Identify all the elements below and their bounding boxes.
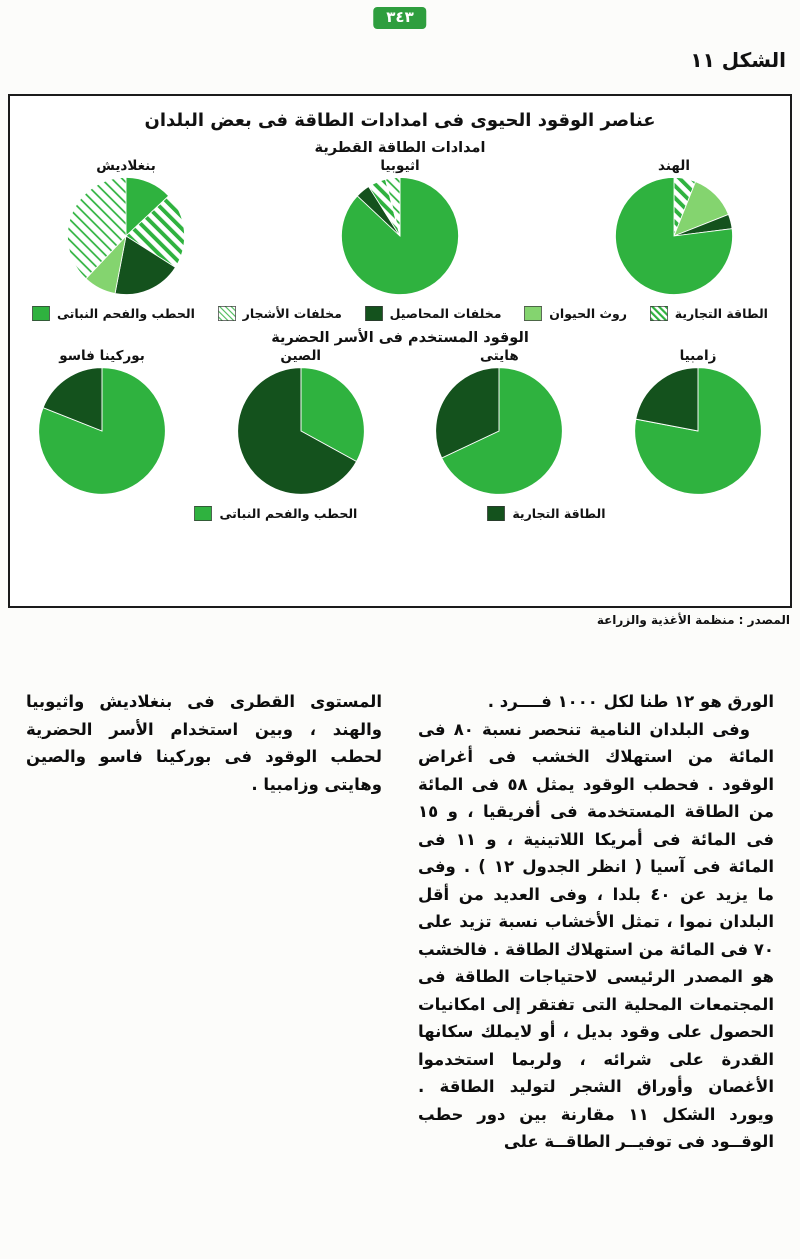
bottom-legend xyxy=(10,506,790,521)
legend-swatch xyxy=(32,306,50,321)
legend-swatch xyxy=(524,306,542,321)
page-number-badge: ٣٤٣ xyxy=(373,7,426,29)
pie-chart-zambia xyxy=(632,348,764,497)
legend-label: الحطب والفحم النباتى xyxy=(57,306,195,321)
pie-chart-burkina-faso xyxy=(36,348,168,497)
pie-country-label: بوركينا فاسو xyxy=(59,348,145,364)
pie-chart-india xyxy=(613,158,735,297)
body-text xyxy=(26,688,774,1255)
legend-item xyxy=(365,306,502,321)
legend-item xyxy=(524,306,627,321)
legend-swatch xyxy=(194,506,212,521)
legend-swatch xyxy=(487,506,505,521)
legend-item xyxy=(194,506,357,521)
top-section-title: امدادات الطاقة القطرية xyxy=(314,140,486,156)
figure-title: عناصر الوقود الحيوى فى امدادات الطاقة فى بعض البلدان xyxy=(144,110,656,131)
paragraph: المستوى القطرى فى بنغلاديش واثيوبيا والهند ، وبين استخدام الأسر الحضرية لحطب الوقود فى بوركينا فاسو والصين وهايتى وزامبيا . xyxy=(26,692,382,794)
paragraph: وفى البلدان النامية تنحصر نسبة ٨٠ فى المائة من استهلاك الخشب فى أغراض الوقود . فحطب الوقود يمثل ٥٨ فى المائة من الطاقة المستخدمة فى أفريقيا ، و ١٥ فى المائة فى أمريكا اللاتينية ، و ١١ فى المائة فى آسيا ( انظر الجدول ١٢ ) . وفى ما يزيد عن ٤٠ بلدا ، وفى العديد من أقل البلدان نموا ، تمثل الأخشاب نسبة تزيد على ٧٠ فى المائة من استهلاك الطاقة . فالخشب هو المصدر الرئيسى لاحتياجات الطاقة فى المجتمعات المحلية التى تفتقر إلى امكانيات الحصول على وقود بديل ، أو لايملك سكانها القدرة على شرائه ، ولربما استخدموا الأغصان وأوراق الشجر لتوليد الطاقة . ويورد الشكل ١١ مقارنة بين دور حطب الوقــود فى توفيــر الطاقــة على xyxy=(418,719,775,1151)
pie-chart-ethiopia xyxy=(339,158,461,297)
pie-svg xyxy=(65,175,187,297)
pie-chart-haiti xyxy=(433,348,565,497)
source-note: المصدر : منظمة الأغذية والزراعة xyxy=(596,613,790,627)
legend-label: مخلفات المحاصيل xyxy=(389,306,502,321)
legend-label: الحطب والفحم النباتى xyxy=(219,506,358,521)
pie-svg xyxy=(632,365,764,497)
pie-country-label: زامبيا xyxy=(679,348,717,364)
urban-fuel-pie-row xyxy=(10,346,790,497)
body-column-right xyxy=(418,688,774,1255)
legend-label: مخلفات الأشجار xyxy=(242,306,342,321)
pie-svg xyxy=(339,175,461,297)
legend-label: الطاقة التجارية xyxy=(674,306,768,321)
pie-svg xyxy=(235,365,367,497)
pie-chart-china xyxy=(235,348,367,497)
pie-svg xyxy=(613,175,735,297)
pie-country-label: بنغلاديش xyxy=(96,158,156,174)
legend-swatch xyxy=(365,306,383,321)
legend-swatch xyxy=(650,306,668,321)
legend-item xyxy=(32,306,195,321)
pie-chart-bangladesh xyxy=(65,158,187,297)
legend-label: الطاقة التجارية xyxy=(512,506,606,521)
legend-label: روث الحيوان xyxy=(549,306,627,321)
figure-box xyxy=(8,94,792,608)
pie-country-label: الصين xyxy=(280,348,322,364)
legend-item xyxy=(218,306,342,321)
pie-svg xyxy=(36,365,168,497)
national-supply-pie-row xyxy=(10,156,790,297)
pie-country-label: اثيوبيا xyxy=(380,158,420,174)
pie-country-label: هايتى xyxy=(480,348,519,364)
pie-svg xyxy=(433,365,565,497)
legend-item xyxy=(650,306,768,321)
paragraph: الورق هو ١٢ طنا لكل ١٠٠٠ فــــرد . xyxy=(487,692,774,711)
pie-country-label: الهند xyxy=(658,158,690,174)
top-legend xyxy=(10,306,790,321)
legend-swatch xyxy=(218,306,236,321)
legend-item xyxy=(487,506,605,521)
figure-caption-label: الشكل ١١ xyxy=(690,48,786,72)
bottom-section-title: الوقود المستخدم فى الأسر الحضرية xyxy=(271,330,529,346)
body-column-left xyxy=(26,688,382,1255)
